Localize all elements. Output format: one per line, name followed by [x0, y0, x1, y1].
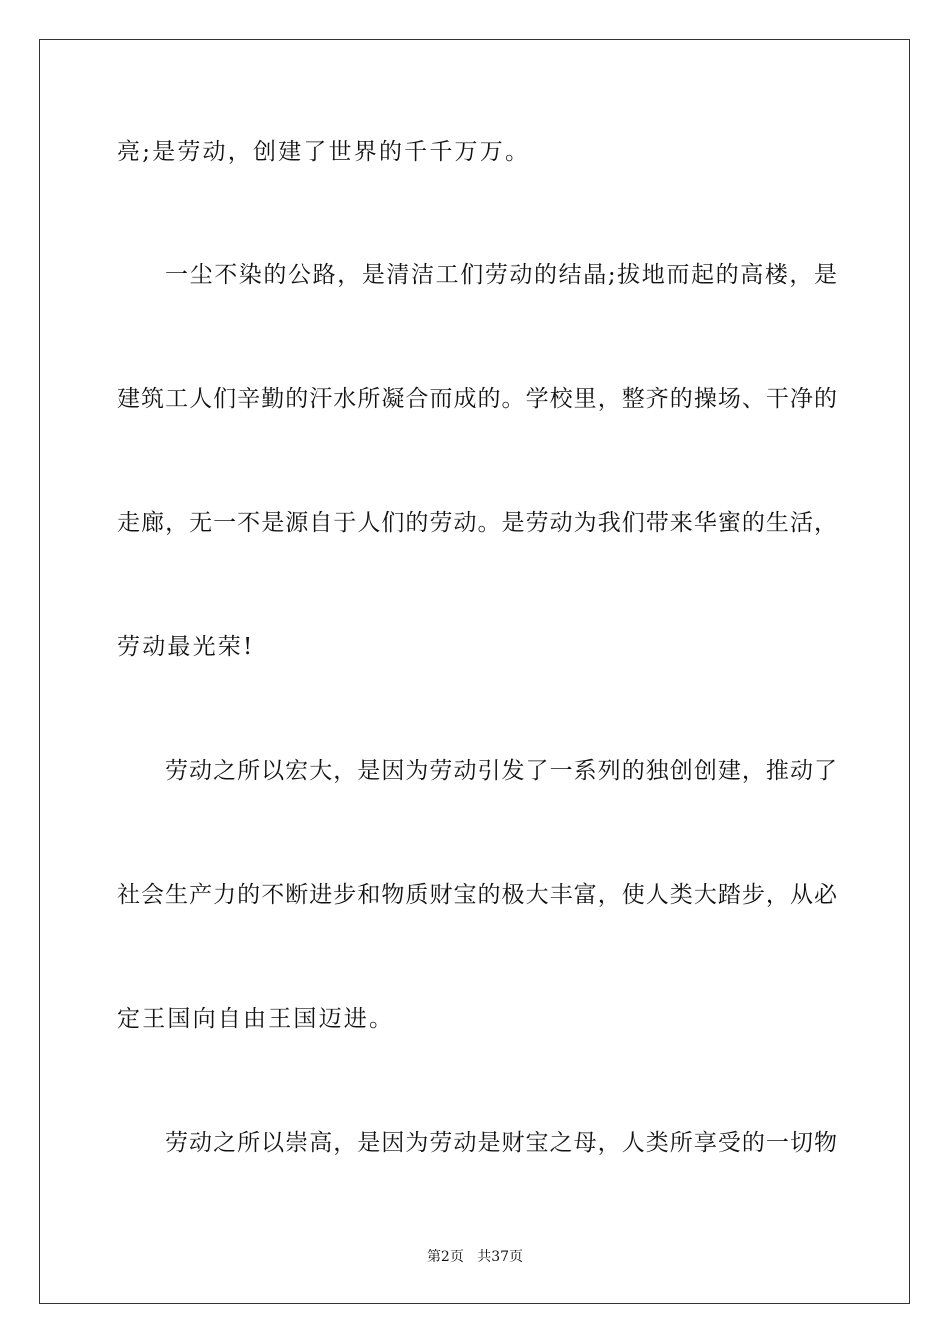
- body-line-4: 走廊，无一不是源自于人们的劳动。是劳动为我们带来华蜜的生活，: [117, 510, 837, 536]
- page-total: 共37页: [477, 1249, 524, 1265]
- page-number: 第2页: [426, 1249, 464, 1265]
- body-line-6: 劳动之所以宏大，是因为劳动引发了一系列的独创创建，推动了: [165, 758, 837, 784]
- body-line-5: 劳动最光荣!: [117, 634, 255, 660]
- body-line-2: 一尘不染的公路，是清洁工们劳动的结晶;拔地而起的高楼，是: [165, 262, 837, 288]
- page-footer: [0, 1248, 950, 1266]
- body-line-1: 亮;是劳动，创建了世界的千千万万。: [117, 139, 531, 165]
- page-frame: [39, 39, 910, 1304]
- body-line-8: 定王国向自由王国迈进。: [117, 1006, 395, 1032]
- body-line-9: 劳动之所以崇高，是因为劳动是财宝之母，人类所享受的一切物: [165, 1130, 837, 1156]
- body-line-7: 社会生产力的不断进步和物质财宝的极大丰富，使人类大踏步，从必: [117, 882, 837, 908]
- body-line-3: 建筑工人们辛勤的汗水所凝合而成的。学校里，整齐的操场、干净的: [117, 386, 837, 412]
